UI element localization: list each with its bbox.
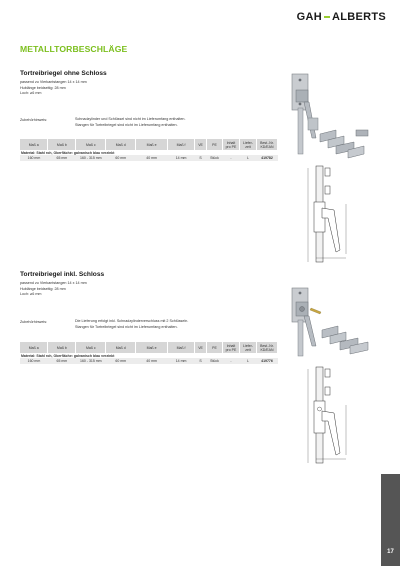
table-cell: L [239, 358, 256, 364]
spec-line: passend zu Vierkantstangen 14 x 14 mm [20, 281, 87, 285]
col-header: PE [207, 342, 223, 353]
spec-line: Loch: ⌀6 mm [20, 91, 42, 96]
product-title-1: Tortreibriegel ohne Schloss [20, 70, 107, 77]
table-cell: Stück [207, 358, 223, 364]
table-cell: 160 - 315 mm [76, 358, 106, 364]
table-cell: - [222, 155, 239, 161]
note-text-1 [75, 117, 186, 128]
note-text-2 [75, 319, 188, 330]
spec-line: Hublänge beidseitig: 28 mm [20, 85, 66, 90]
table-cell: 65 mm [48, 358, 76, 364]
spec-line: Loch: ⌀6 mm [20, 292, 42, 297]
material-text: Material: Stahl roh, Oberfläche: galvanisch blau verzinkt [20, 150, 278, 155]
product-table-2 [20, 342, 278, 364]
keeper [325, 186, 330, 194]
table-row [20, 155, 278, 161]
bolt-rod [298, 108, 303, 154]
col-header: PE [207, 139, 223, 150]
table-cell: 60 mm [106, 155, 136, 161]
table-header-row [20, 139, 278, 150]
table-row [20, 358, 278, 364]
screw-hole [299, 292, 302, 295]
keeper [325, 369, 330, 377]
keeper [325, 168, 330, 176]
col-header: Best.-Nr. KD/EAN [256, 139, 277, 150]
screw-hole [299, 79, 302, 82]
col-header: Maß f [168, 139, 195, 150]
bracket [356, 130, 368, 136]
page-number: 17 [387, 549, 394, 555]
table-cell: 40 mm [136, 155, 168, 161]
col-header: VE [195, 342, 207, 353]
col-header: Maß f [168, 342, 195, 353]
table-cell: Stück [207, 155, 223, 161]
product-table-1 [20, 139, 278, 161]
technical-drawing-2 [302, 365, 362, 467]
col-header: Liefer-zeit [239, 342, 256, 353]
col-header: Maß d [106, 139, 136, 150]
note-line: Stangen für Tortreibriegel sind nicht im Lieferumfang enthalten. [75, 324, 178, 329]
note-line: Schnadzylinder und Schlüssel sind nicht im Lieferumfang enthalten. [75, 117, 186, 121]
screw-hole [299, 103, 302, 106]
brand-left: GAH [296, 11, 322, 23]
table-cell: L [239, 155, 256, 161]
product-photo-2 [284, 284, 376, 359]
article-number: 419776 [256, 358, 277, 364]
technical-drawing-1 [302, 164, 362, 266]
col-header: Maß a [20, 342, 48, 353]
section-title: METALLTORBESCHLÄGE [20, 44, 128, 54]
table-cell: 160 mm [20, 155, 48, 161]
lock-box [296, 90, 308, 102]
table-header-row [20, 342, 278, 353]
product-specs-2 [20, 281, 87, 298]
table-cell: 65 mm [48, 155, 76, 161]
key [310, 308, 321, 314]
note-line: Die Lieferung erfolgt inkl. Schnadzylinderverschluss mit 2 Schlüsseln. [75, 319, 189, 323]
table-cell: S [195, 155, 207, 161]
col-header: Maß c [76, 139, 106, 150]
table-cell: S [195, 358, 207, 364]
brand-separator [324, 16, 330, 18]
lock-cylinder [300, 307, 305, 312]
table-cell: 160 - 315 mm [76, 155, 106, 161]
bolt-guide [308, 118, 318, 130]
note-line: Stangen für Tortreibriegel sind nicht im Lieferumfang enthalten. [75, 122, 178, 127]
product-title-2: Tortreibriegel inkl. Schloss [20, 271, 105, 278]
col-header: Maß a [20, 139, 48, 150]
lever-handle [304, 316, 316, 346]
col-header: Liefer-zeit [239, 139, 256, 150]
lock-cylinder [318, 407, 322, 411]
bolt-rod [298, 320, 303, 356]
col-header: Maß e [136, 342, 168, 353]
table-cell: 160 mm [20, 358, 48, 364]
col-header: Maß d [106, 342, 136, 353]
col-header: Maß e [136, 139, 168, 150]
note-label-1: Zubehörhinweis: [20, 118, 48, 122]
note-label-2: Zubehörhinweis: [20, 320, 48, 324]
brand-right: ALBERTS [331, 11, 386, 23]
product-photo-1 [284, 68, 376, 163]
spec-line: passend zu Vierkantstangen 14 x 14 mm [20, 80, 87, 84]
col-header: Maß c [76, 342, 106, 353]
brand-logo [297, 11, 386, 23]
product-specs-1 [20, 80, 87, 97]
article-number: 419782 [256, 155, 277, 161]
col-header: Maß b [48, 342, 76, 353]
spec-line: Hublänge beidseitig: 28 mm [20, 286, 66, 291]
col-header: Inhalt pro PE [222, 139, 239, 150]
table-cell: 40 mm [136, 358, 168, 364]
col-header: VE [195, 139, 207, 150]
material-text: Material: Stahl roh, Oberfläche: galvanisch blau verzinkt [20, 353, 278, 358]
table-cell: 14 mm [168, 358, 195, 364]
table-cell: 14 mm [168, 155, 195, 161]
col-header: Best.-Nr. KD/EAN [256, 342, 277, 353]
keeper [325, 387, 330, 395]
table-cell: 60 mm [106, 358, 136, 364]
table-cell: - [222, 358, 239, 364]
col-header: Inhalt pro PE [222, 342, 239, 353]
col-header: Maß b [48, 139, 76, 150]
